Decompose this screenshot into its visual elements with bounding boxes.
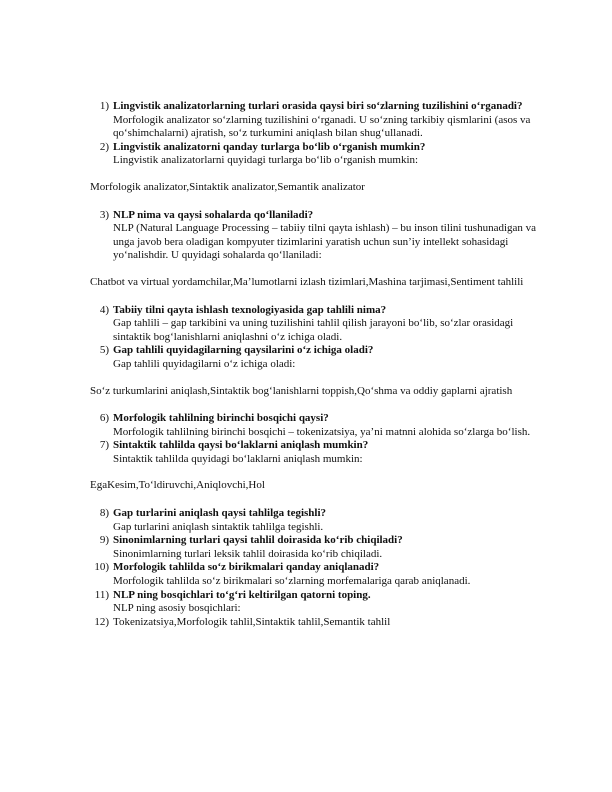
answer: Lingvistik analizatorlarni quyidagi turlarga bo‘lib o‘rganish mumkin:	[113, 154, 419, 167]
question: Gap tahlili quyidagilarning qaysilarini o‘z ichiga oladi?	[113, 344, 374, 357]
paragraph: So‘z turkumlarini aniqlash,Sintaktik bog‘lanishlarni toppish,Qo‘shma va oddiy gaplarni ajratish	[90, 384, 513, 397]
item-number: 1)	[99, 100, 109, 112]
list-item-3	[90, 209, 546, 263]
answer: Gap tahlili – gap tarkibini va uning tuzilishini tahlil qilish jarayoni bo‘lib, so‘zlar orasidagi sintaktik bog‘lanishlarni aniqlashni o‘z ichiga oladi.	[113, 317, 514, 343]
answer: Morfologik tahlilda so‘z birikmalari so‘zlarning morfemalariga qarab aniqlanadi.	[113, 575, 471, 588]
list-item-10	[90, 561, 546, 588]
list-item-4	[90, 304, 546, 345]
item-body	[113, 304, 546, 345]
item-number: 4)	[99, 303, 109, 316]
paragraph: Chatbot va virtual yordamchilar,Ma’lumotlarni izlash tizimlari,Mashina tarjimasi,Sentiment tahlili	[90, 275, 524, 288]
answer: Sintaktik tahlilda quyidagi bo‘laklarni aniqlash mumkin:	[113, 452, 363, 465]
item-body	[113, 209, 546, 263]
list-item-2	[90, 141, 546, 168]
item-number: 10)	[94, 561, 109, 574]
item-body	[113, 589, 546, 616]
answer: Morfologik tahlilning birinchi bosqichi – tokenizatsiya, ya’ni matnni alohida so‘zlarga bo‘lish.	[113, 425, 531, 438]
list-item-9	[90, 534, 546, 561]
item-number: 11)	[94, 588, 109, 601]
item-number: 9)	[99, 534, 109, 547]
question: Sintaktik tahlilda qaysi bo‘laklarni aniqlash mumkin?	[113, 439, 369, 452]
question: Lingvistik analizatorni qanday turlarga bo‘lib o‘rganish mumkin?	[113, 140, 426, 153]
list-item-6	[90, 412, 546, 439]
answer: Gap tahlili quyidagilarni o‘z ichiga oladi:	[113, 357, 296, 370]
question: NLP ning bosqichlari to‘g‘ri keltirilgan qatorni toping.	[113, 588, 371, 601]
item-body	[113, 439, 546, 466]
item-body	[113, 507, 546, 534]
paragraph: EgaKesim,To‘ldiruvchi,Aniqlovchi,Hol	[90, 479, 265, 492]
question: Morfologik tahlilning birinchi bosqichi qaysi?	[113, 412, 329, 425]
question: NLP nima va qaysi sohalarda qo‘llaniladi?	[113, 208, 314, 221]
paragraph: Morfologik analizator,Sintaktik analizator,Semantik analizator	[90, 180, 365, 193]
item-body	[113, 141, 546, 168]
list-item-11	[90, 589, 546, 616]
answer: NLP ning asosiy bosqichlari:	[113, 602, 241, 615]
item-body	[113, 412, 546, 439]
question: Tabiiy tilni qayta ishlash texnologiyasida gap tahlili nima?	[113, 303, 387, 316]
list-item-1	[90, 100, 546, 141]
item-body	[113, 616, 546, 630]
item-number: 3)	[99, 208, 109, 221]
list-item-12	[90, 616, 546, 630]
document-content	[90, 100, 546, 629]
question: Lingvistik analizatorlarning turlari orasida qaysi biri so‘zlarning tuzilishini o‘rganadi?	[113, 100, 523, 112]
item-number: 8)	[99, 507, 109, 520]
answer: Tokenizatsiya,Morfologik tahlil,Sintaktik tahlil,Semantik tahlil	[113, 615, 391, 628]
question: Morfologik tahlilda so‘z birikmalari qanday aniqlanadi?	[113, 561, 380, 574]
item-number: 12)	[94, 615, 109, 628]
answer: Gap turlarini aniqlash sintaktik tahlilga tegishli.	[113, 520, 324, 533]
item-body	[113, 344, 546, 371]
answer: Sinonimlarning turlari leksik tahlil doirasida ko‘rib chiqiladi.	[113, 547, 383, 560]
list-item-7	[90, 439, 546, 466]
list-item-5	[90, 344, 546, 371]
answer: Morfologik analizator so‘zlarning tuzilishini o‘rganadi. U so‘zning tarkibiy qismlarini (asos va qo‘shimchalarni) ajratish, so‘z turkumini aniqlash bilan shug‘ullanadi.	[113, 113, 531, 140]
item-number: 7)	[99, 439, 109, 452]
item-number: 6)	[99, 412, 109, 425]
list-item-8	[90, 507, 546, 534]
item-number: 2)	[99, 140, 109, 153]
answer: NLP (Natural Language Processing – tabiiy tilni qayta ishlash) – bu inson tilini tushunadigan va unga javob bera oladigan kompyuter tizimlarini yaratish uchun sun’iy intellekt sohasidagi yo‘nalishdir. U quyidagi sohalarda qo‘llaniladi:	[113, 222, 537, 262]
item-body	[113, 534, 546, 561]
question: Gap turlarini aniqlash qaysi tahlilga tegishli?	[113, 507, 327, 520]
item-number: 5)	[99, 344, 109, 357]
item-body	[113, 561, 546, 588]
item-body	[113, 100, 546, 141]
question: Sinonimlarning turlari qaysi tahlil doirasida ko‘rib chiqiladi?	[113, 534, 403, 547]
